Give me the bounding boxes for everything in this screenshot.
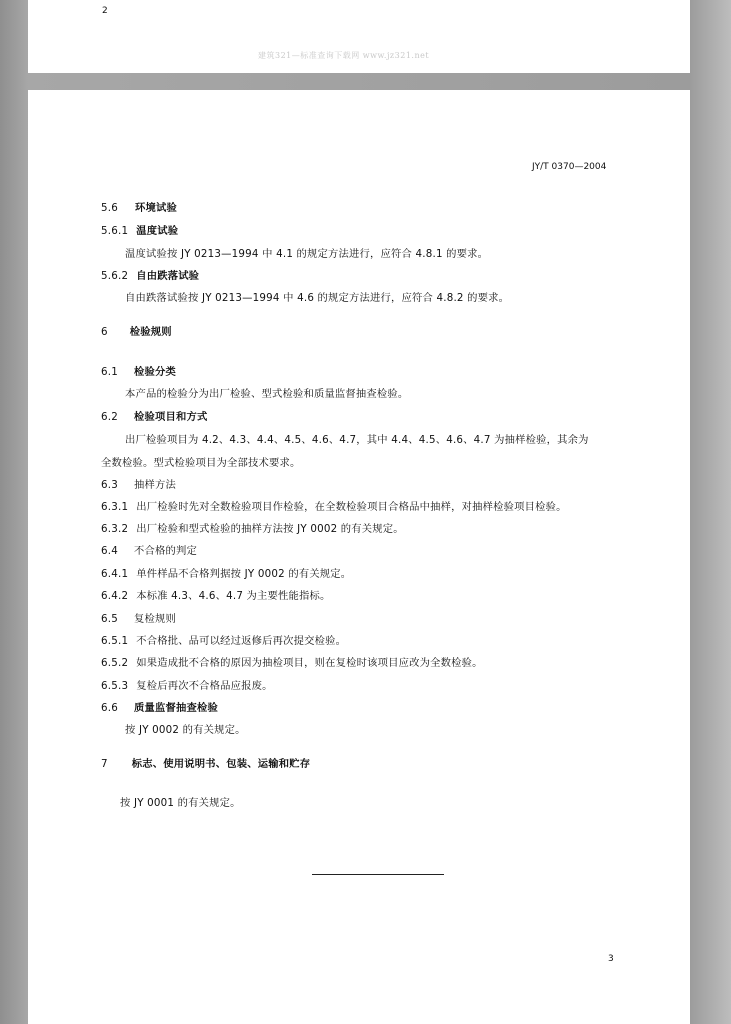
doc-line [101, 587, 331, 602]
clause-number: 5.6.2 [101, 270, 129, 282]
watermark: 建筑321—标准查询下载网 www.jz321.net [258, 51, 430, 60]
doc-line [101, 222, 178, 237]
clause-text: 自由跌落试验按 JY 0213—1994 中 4.6 的规定方法进行，应符合 4.8.2 的要求。 [125, 292, 510, 304]
clause-number: 6.3.2 [101, 523, 129, 535]
doc-line [125, 289, 509, 304]
doc-line [125, 431, 589, 446]
clause-heading: 质量监督抽查检验 [133, 702, 218, 714]
clause-text: 如果造成批不合格的原因为抽检项目，则在复检时该项目应改为全数检验。 [136, 657, 483, 669]
clause-text: 按 JY 0002 的有关规定。 [125, 724, 246, 736]
clause-text: 复检规则 [133, 613, 176, 625]
doc-line [101, 323, 172, 338]
clause-number: 6.5 [101, 613, 118, 625]
clause-text: 抽样方法 [133, 479, 176, 491]
doc-line [120, 794, 241, 809]
clause-number: 6.4.1 [101, 568, 129, 580]
standard-code: JY/T 0370—2004 [532, 162, 607, 172]
clause-number: 6.4 [101, 545, 118, 557]
clause-text: 出厂检验和型式检验的抽样方法按 JY 0002 的有关规定。 [136, 523, 404, 535]
clause-number: 7 [101, 758, 108, 770]
previous-page [28, 0, 690, 73]
doc-line [101, 755, 310, 770]
current-page [28, 90, 690, 1024]
clause-heading: 温度试验 [136, 225, 179, 237]
clause-heading: 检验规则 [129, 326, 172, 338]
clause-number: 5.6.1 [101, 225, 129, 237]
clause-number: 6.6 [101, 702, 118, 714]
clause-number: 6.1 [101, 366, 118, 378]
end-rule [312, 874, 444, 875]
clause-text: 本产品的检验分为出厂检验、型式检验和质量监督抽查检验。 [125, 388, 409, 400]
doc-line [101, 498, 567, 513]
clause-text: 不合格的判定 [133, 545, 197, 557]
clause-text: 单件样品不合格判据按 JY 0002 的有关规定。 [136, 568, 352, 580]
doc-line [101, 520, 404, 535]
doc-line [101, 454, 300, 469]
doc-line [101, 699, 218, 714]
clause-heading: 标志、使用说明书、包装、运输和贮存 [131, 758, 311, 770]
clause-text: 全数检验。型式检验项目为全部技术要求。 [101, 457, 301, 469]
clause-text: 不合格批、品可以经过返修后再次提交检验。 [136, 635, 347, 647]
doc-line [101, 542, 197, 557]
doc-line [125, 245, 488, 260]
clause-heading: 环境试验 [134, 202, 177, 214]
page-number: 3 [608, 954, 614, 964]
clause-number: 5.6 [101, 202, 118, 214]
clause-number: 6.4.2 [101, 590, 129, 602]
clause-text: 出厂检验时先对全数检验项目作检验，在全数检验项目合格品中抽样，对抽样检验项目检验。 [136, 501, 567, 513]
clause-heading: 检验项目和方式 [133, 411, 208, 423]
clause-number: 6 [101, 326, 108, 338]
doc-line [101, 632, 346, 647]
clause-number: 6.2 [101, 411, 118, 423]
clause-number: 6.5.1 [101, 635, 129, 647]
doc-line [101, 565, 351, 580]
doc-line [101, 408, 207, 423]
doc-line [101, 654, 483, 669]
doc-line [125, 721, 246, 736]
prev-page-number: 2 [102, 6, 108, 16]
doc-line [101, 267, 199, 282]
doc-line [101, 677, 273, 692]
doc-line [101, 476, 176, 491]
clause-heading: 检验分类 [133, 366, 176, 378]
doc-line [101, 199, 177, 214]
clause-heading: 自由跌落试验 [136, 270, 200, 282]
doc-line [101, 363, 176, 378]
clause-text: 本标准 4.3、4.6、4.7 为主要性能指标。 [136, 590, 331, 602]
clause-number: 6.5.2 [101, 657, 129, 669]
clause-text: 复检后再次不合格品应报废。 [136, 680, 273, 692]
clause-number: 6.3.1 [101, 501, 129, 513]
clause-text: 按 JY 0001 的有关规定。 [120, 797, 241, 809]
clause-number: 6.3 [101, 479, 118, 491]
clause-text: 出厂检验项目为 4.2、4.3、4.4、4.5、4.6、4.7，其中 4.4、4.5、4.6、4.7 为抽样检验，其余为 [125, 434, 589, 446]
clause-text: 温度试验按 JY 0213—1994 中 4.1 的规定方法进行，应符合 4.8.1 的要求。 [125, 248, 489, 260]
doc-line [125, 385, 408, 400]
doc-line [101, 610, 176, 625]
clause-number: 6.5.3 [101, 680, 129, 692]
